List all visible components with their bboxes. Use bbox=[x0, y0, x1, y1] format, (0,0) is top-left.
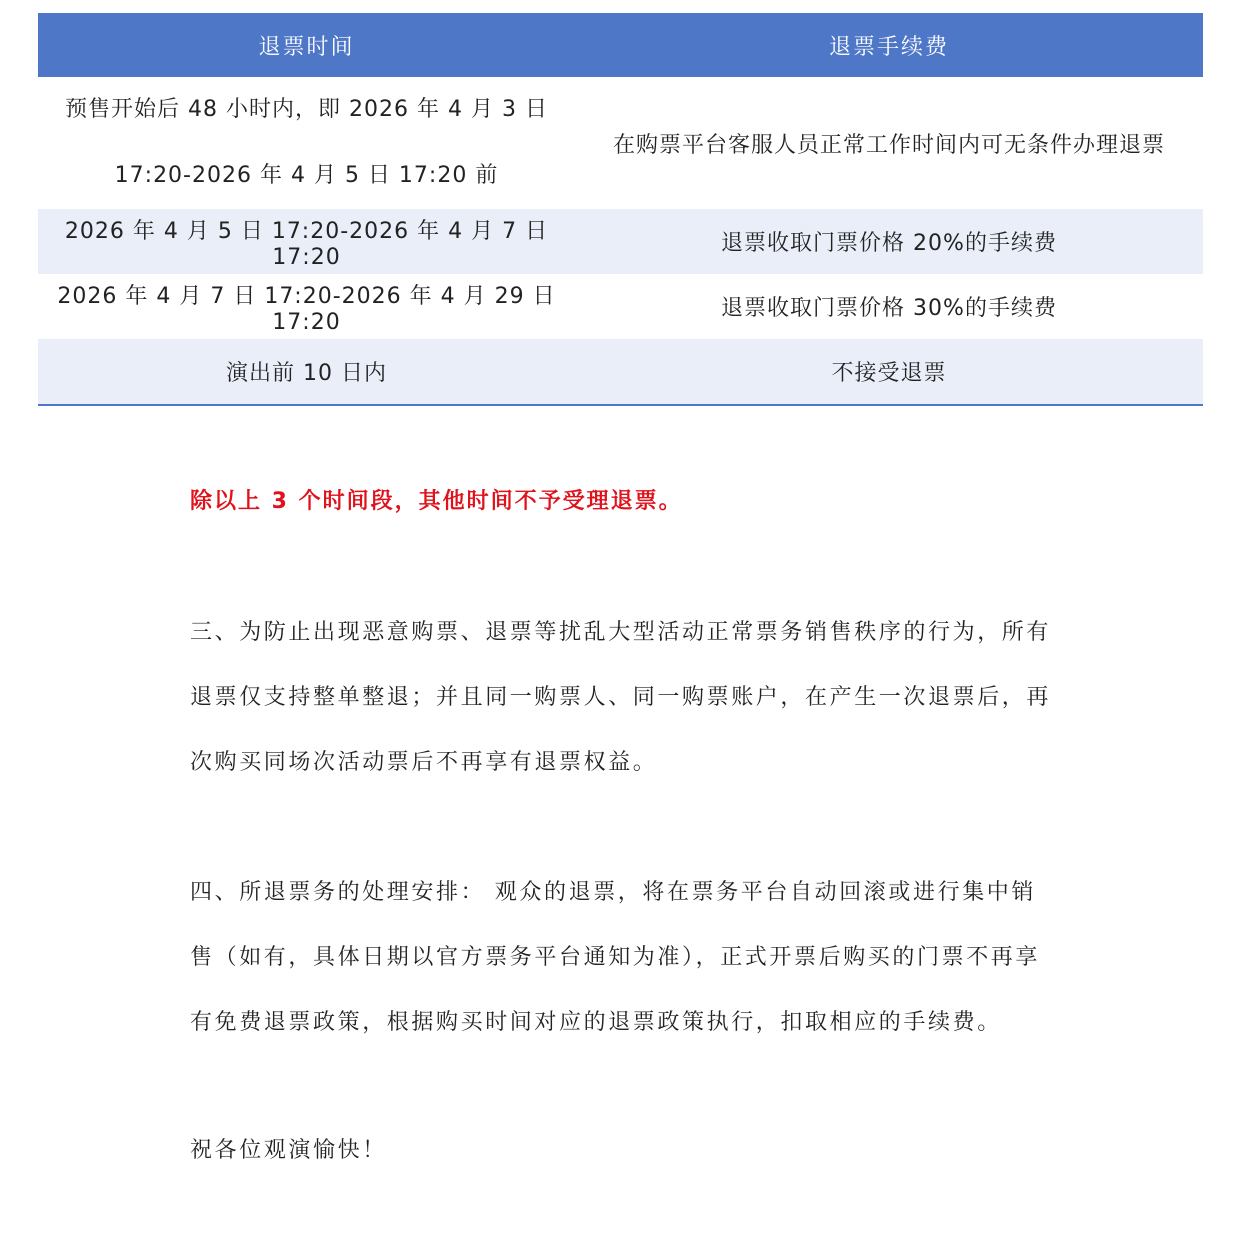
refund-time-cell: 演出前 10 日内 bbox=[38, 339, 575, 405]
section-3-paragraph bbox=[190, 600, 1070, 795]
paragraph-line: 四、所退票务的处理安排： 观众的退票，将在票务平台自动回滚或进行集中销 bbox=[190, 880, 1036, 905]
paragraph-line: 退票仅支持整单整退；并且同一购票人、同一购票账户，在产生一次退票后，再 bbox=[190, 685, 1052, 710]
paragraph-line: 售（如有，具体日期以官方票务平台通知为准），正式开票后购买的门票不再享 bbox=[190, 945, 1041, 970]
refund-notice: 除以上 3 个时间段，其他时间不予受理退票。 bbox=[190, 489, 683, 514]
table-row bbox=[38, 209, 1203, 274]
refund-time-cell bbox=[38, 77, 575, 209]
refund-time-line: 17:20-2026 年 4 月 5 日 17:20 前 bbox=[114, 163, 499, 188]
table-row bbox=[38, 77, 1203, 209]
section-4-paragraph bbox=[190, 860, 1070, 1055]
refund-fee-cell: 退票收取门票价格 30%的手续费 bbox=[721, 296, 1057, 321]
closing-greeting: 祝各位观演愉快！ bbox=[190, 1138, 387, 1163]
refund-time-cell: 2026 年 4 月 7 日 17:20-2026 年 4 月 29 日 17:20 bbox=[57, 283, 556, 335]
table-row bbox=[38, 274, 1203, 339]
refund-time-cell: 2026 年 4 月 5 日 17:20-2026 年 4 月 7 日 17:20 bbox=[38, 209, 575, 274]
header-refund-time: 退票时间 bbox=[38, 13, 575, 77]
refund-time-line: 预售开始后 48 小时内，即 2026 年 4 月 3 日 bbox=[65, 97, 548, 122]
table-header-row bbox=[38, 13, 1203, 77]
table-row bbox=[38, 339, 1203, 405]
paragraph-line: 三、为防止出现恶意购票、退票等扰乱大型活动正常票务销售秩序的行为，所有 bbox=[190, 620, 1052, 645]
refund-fee-cell: 不接受退票 bbox=[575, 339, 1203, 405]
refund-fee-cell: 在购票平台客服人员正常工作时间内可无条件办理退票 bbox=[612, 132, 1165, 158]
header-refund-fee: 退票手续费 bbox=[575, 13, 1203, 77]
refund-policy-table bbox=[38, 13, 1203, 406]
paragraph-line: 次购买同场次活动票后不再享有退票权益。 bbox=[190, 750, 658, 775]
paragraph-line: 有免费退票政策，根据购买时间对应的退票政策执行，扣取相应的手续费。 bbox=[190, 1010, 1002, 1035]
refund-fee-cell: 退票收取门票价格 20%的手续费 bbox=[575, 209, 1203, 274]
